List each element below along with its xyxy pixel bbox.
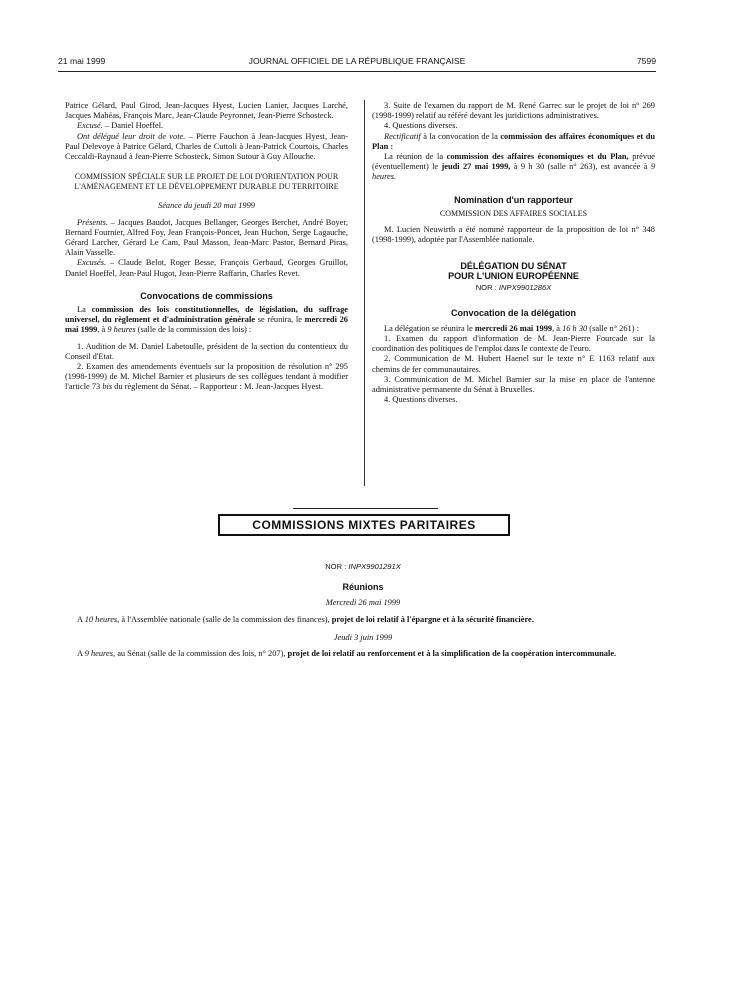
reunion-part-c: prévue (éventuellement) le <box>372 152 655 172</box>
conv-part-e: , à <box>97 325 108 335</box>
cmp-title-box: COMMISSIONS MIXTES PARITAIRES <box>218 514 510 536</box>
nomination-text: M. Lucien Neuwirth a été nommé rapporteur de la proposition de loi n° 348 (1998-1999), adoptée par l'Assemblée nationale. <box>372 225 655 245</box>
item2-bis: bis <box>102 382 113 392</box>
header-rule <box>58 71 656 72</box>
convocation-delegation-heading: Convocation de la délégation <box>450 307 576 318</box>
excuse-text: – Daniel Hoeffel. <box>102 121 164 131</box>
convocation-paragraph <box>65 305 348 336</box>
page-header <box>58 56 656 70</box>
agenda-item-2 <box>65 362 348 393</box>
header-journal-title: JOURNAL OFFICIEL DE LA RÉPUBLIQUE FRANÇAISE <box>248 56 466 66</box>
delegue-label: Ont délégué leur droit de vote. <box>77 131 186 141</box>
deleg-part-a: La délégation se réunira le <box>384 323 475 333</box>
right-column <box>372 101 655 405</box>
delegation-item-4: 4. Questions diverses. <box>384 395 458 405</box>
cmp-nor-value: INPX9901291X <box>348 562 401 571</box>
item2-part-a: 2. Examen des amendements éventuels sur la proposition de résolution n° 295 (1998-1999) de M. Michel Barnier et plusieurs de ses collègues tendant à modifier l'article 73 <box>65 362 348 392</box>
delegation-title-line-2: POUR L'UNION EUROPÉENNE <box>448 271 579 282</box>
deleg-part-e: (salle n° 261) : <box>587 323 639 333</box>
agenda-item-3: 3. Suite de l'examen du rapport de M. René Garrec sur le projet de loi n° 269 (1998-1999) relatif au référé devant les juridictions administratives. <box>372 101 655 121</box>
reunion-part-e: à 9 h 30 (salle n° 263), est avancée à <box>510 162 651 172</box>
header-date: 21 mai 1999 <box>58 56 106 66</box>
reunion-paragraph <box>372 152 655 183</box>
r2-place: au Sénat (salle de la commission des lois, n° 207), <box>115 649 288 659</box>
delegation-nor <box>372 283 655 293</box>
reunion-part-a: La réunion de la <box>384 152 447 162</box>
cmp-nor <box>65 562 661 572</box>
agenda-item-1: 1. Audition de M. Daniel Labetoulle, président de la section du contentieux du Conseil d'Etat. <box>65 341 348 361</box>
cmp-nor-label: NOR : <box>325 562 349 571</box>
excuses-label: Excusés. <box>77 258 107 268</box>
delegation-title-line-1: DÉLÉGATION DU SÉNAT <box>460 261 567 272</box>
delegation-item-3: 3. Communication de M. Michel Barnier sur la mise en place de l'antenne administrative permanente du Sénat à Bruxelles. <box>372 374 655 395</box>
r2-time: 9 heures, <box>84 649 116 659</box>
reunion-1 <box>65 615 661 625</box>
conv-date: mercredi 26 mai 1999 <box>65 315 348 335</box>
reunion-date-2: Jeudi 3 juin 1999 <box>333 632 393 642</box>
conv-commission-name: commission des lois constitutionnelles, de législation, du suffrage universel, du règlement et d'administration générale <box>65 305 349 325</box>
delegation-convocation-paragraph <box>372 324 655 334</box>
affaires-sociales-title: COMMISSION DES AFFAIRES SOCIALES <box>439 208 588 218</box>
r2-projet: projet de loi relatif au renforcement et à la simplification de la coopération intercommunale. <box>287 649 617 659</box>
nomination-heading: Nomination d'un rapporteur <box>454 194 573 205</box>
commission-speciale-title: COMMISSION SPÉCIALE SUR LE PROJET DE LOI D'ORIENTATION POUR L'AMÉNAGEMENT ET LE DÉVELOPPEMENT DURABLE DU TERRITOIRE <box>74 172 339 191</box>
rect-commission: commission des affaires économiques et du Plan : <box>372 131 656 151</box>
agenda-item-4: 4. Questions diverses. <box>384 121 458 131</box>
reunion-date: jeudi 27 mai 1999, <box>441 162 511 172</box>
rectificatif-paragraph <box>372 132 655 152</box>
presents-paragraph <box>65 218 348 259</box>
reunions-heading: Réunions <box>342 582 384 593</box>
section-top-rule <box>293 508 438 509</box>
r1-projet: projet de loi relatif à l'épargne et à la sécurité financière. <box>331 614 534 624</box>
presents-label: Présents. <box>77 217 108 227</box>
column-divider <box>364 100 365 486</box>
r1-time: 10 heures, <box>84 614 120 624</box>
item2-part-c: du règlement du Sénat. – Rapporteur : M. Jean-Jacques Hyest. <box>112 382 324 392</box>
presents-text: – Jacques Baudot, Jacques Bellanger, Georges Berchet, André Boyer, Bernard Fournier, Alfred Foy, Jean François-Poncet, Jean Huchon, Serge Lagauche, Gérard Larcher, Gérard Le Cam, Paul Masson, Jean-Marc Pastor, Bernard Piras, Alain Vasselle. <box>65 217 348 258</box>
reunion-date-1: Mercredi 26 mai 1999 <box>325 598 401 608</box>
deleg-part-c: , à <box>552 323 563 333</box>
delegue-text: – Pierre Fauchon à Jean-Jacques Hyest, Jean-Paul Delevoye à Patrice Gélard, Charles de Cuttoli à Jean-Patrick Courtois, Charles Ceccaldi-Raynaud à Jean-Pierre Schosteck, Simon Sutour à Guy Allouche. <box>65 131 348 162</box>
reunion-commission: commission des affaires économiques et du Plan, <box>446 152 629 162</box>
conv-part-g: (salle de la commission des lois) : <box>135 325 252 335</box>
delegation-item-2: 2. Communication de M. Hubert Haenel sur le texte n° E 1163 relatif aux chemins de fer communautaires. <box>372 354 655 374</box>
r1-part-a: A <box>77 614 85 624</box>
excuse-paragraph <box>65 121 348 131</box>
cmp-section <box>65 562 661 659</box>
header-page-number: 7599 <box>636 56 656 66</box>
excuses-text: – Claude Belot, Roger Besse, François Gerbaud, Georges Gruillot, Daniel Hoeffel, Jean-Paul Hugot, Jean-Pierre Raffarin, Charles Revet. <box>65 258 348 278</box>
excuse-label: Excusé. <box>77 121 103 131</box>
reunion-2 <box>65 649 661 659</box>
r1-place: à l'Assemblée nationale (salle de la commission des finances), <box>119 614 332 624</box>
conv-part-a: La <box>77 305 92 315</box>
left-column <box>65 101 348 393</box>
delegation-vote-paragraph <box>65 132 348 163</box>
rect-part-a: à la convocation de la <box>420 131 501 141</box>
nor-value: INPX9901286X <box>498 283 552 293</box>
rectificatif-label: Rectificatif <box>384 131 421 141</box>
conv-part-c: se réunira, le <box>255 315 305 325</box>
convocations-heading: Convocations de commissions <box>140 290 273 301</box>
conv-time: 9 heures <box>107 325 136 335</box>
nor-label: NOR : <box>475 283 499 293</box>
deleg-time: 16 h 30 <box>562 323 588 333</box>
excuses-paragraph <box>65 258 348 278</box>
r2-part-a: A <box>77 649 85 659</box>
members-list: Patrice Gélard, Paul Girod, Jean-Jacques Hyest, Lucien Lanier, Jacques Larché, Jacques Mahéas, François Marc, Jean-Claude Peyronnet, Jean-Pierre Schosteck. <box>65 101 348 121</box>
deleg-date: mercredi 26 mai 1999 <box>474 323 553 333</box>
seance-date: Séance du jeudi 20 mai 1999 <box>158 201 255 211</box>
delegation-item-1: 1. Examen du rapport d'information de M. Jean-Pierre Fourcade sur la coordination des politiques de l'emploi dans le contexte de l'euro. <box>372 334 655 354</box>
reunion-new-time: 9 heures. <box>372 162 656 182</box>
